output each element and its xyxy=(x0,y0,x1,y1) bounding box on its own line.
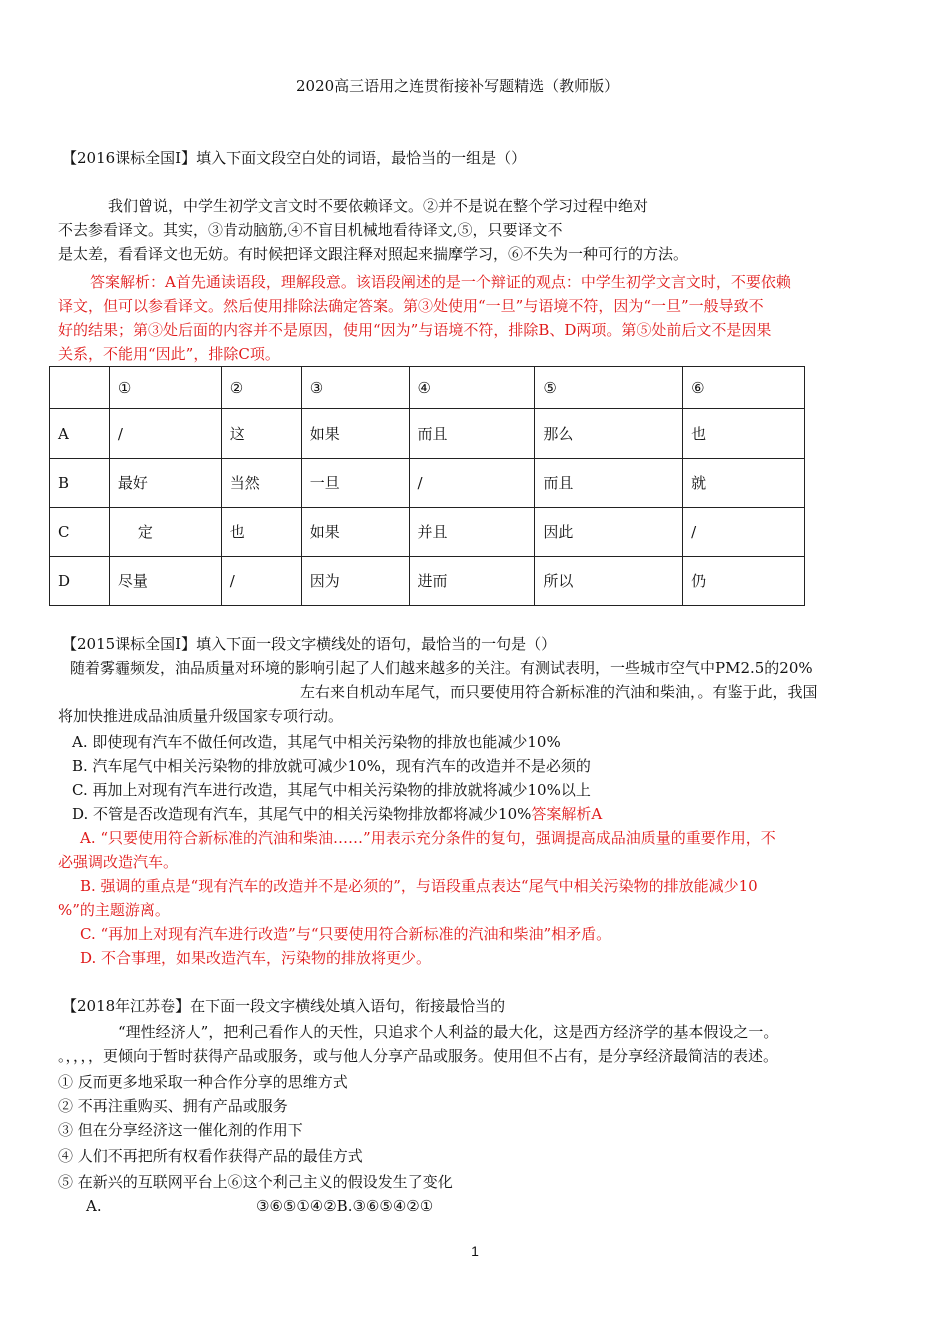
q3-option-sequence: ③⑥⑤①④②B.③⑥⑤④②① xyxy=(256,1197,434,1215)
table-row xyxy=(50,458,805,507)
table-cell: 也 xyxy=(683,409,805,458)
table-cell: ① xyxy=(109,367,221,409)
q2-answer-line: 必强调改造汽车。 xyxy=(58,853,179,871)
q2-option: A. 即使现有汽车不做任何改造，其尾气中相关污染物的排放也能减少10% xyxy=(72,733,561,751)
q1-passage-line: 是太差，看看译文也无妨。有时候把译文跟注释对照起来揣摩学习，⑥不失为一种可行的方法。 xyxy=(58,245,689,263)
q1-passage-line: 不去参看译文。其实，③肯动脑筋,④不盲目机械地看待译文,⑤，只要译文不 xyxy=(58,221,563,239)
q2-passage-line: 将加快推进成品油质量升级国家专项行动。 xyxy=(58,707,344,725)
table-cell: 尽量 xyxy=(109,556,221,605)
table-cell: / xyxy=(109,409,221,458)
q2-option: D. 不管是否改造现有汽车，其尾气中的相关污染物排放都将减少10% xyxy=(72,805,532,823)
table-cell: D xyxy=(50,556,110,605)
table-cell: 定 xyxy=(109,507,221,556)
table-cell: 那么 xyxy=(535,409,683,458)
table-cell: 因此 xyxy=(535,507,683,556)
q3-heading: 【2018年江苏卷】在下面一段文字横线处填入语句，衔接最恰当的 xyxy=(62,997,506,1015)
q1-heading: 【2016课标全国Ⅰ】填入下面文段空白处的词语，最恰当的一组是（） xyxy=(62,149,527,167)
table-cell: 仍 xyxy=(683,556,805,605)
table-cell: ④ xyxy=(409,367,535,409)
q1-passage-line: 我们曾说，中学生初学文言文时不要依赖译文。②并不是说在整个学习过程中绝对 xyxy=(108,197,649,215)
table-cell: ③ xyxy=(301,367,409,409)
table-cell: 也 xyxy=(221,507,301,556)
q2-option: C. 再加上对现有汽车进行改造，其尾气中相关污染物的排放就将减少10%以上 xyxy=(72,781,591,799)
q2-option-with-answer xyxy=(72,804,602,824)
table-row xyxy=(50,507,805,556)
table-cell: 如果 xyxy=(301,409,409,458)
table-cell: ⑥ xyxy=(683,367,805,409)
q1-answer-line: 答案解析：A首先通读语段，理解段意。该语段阐述的是一个辩证的观点：中学生初学文言文时，不要依赖 xyxy=(90,273,791,291)
q2-answer-line: %”的主题游离。 xyxy=(58,901,170,919)
table-cell: 就 xyxy=(683,458,805,507)
table-cell: / xyxy=(409,458,535,507)
table-row xyxy=(50,409,805,458)
table-cell: / xyxy=(683,507,805,556)
q2-heading: 【2015课标全国Ⅰ】填入下面一段文字横线处的语句，最恰当的一句是（） xyxy=(62,635,557,653)
q1-answer-line: 关系，不能用“因此”，排除C项。 xyxy=(58,345,280,363)
page-number: 1 xyxy=(471,1243,479,1259)
table-cell: 并且 xyxy=(409,507,535,556)
q3-option-a-label: A. xyxy=(86,1197,102,1215)
q2-answer-label: 答案解析A xyxy=(531,805,603,823)
q3-item: ① 反而更多地采取一种合作分享的思维方式 xyxy=(58,1073,348,1091)
table-cell: 所以 xyxy=(535,556,683,605)
q3-passage-line: “理性经济人”，把利己看作人的天性，只追求个人利益的最大化，这是西方经济学的基本假设之一。 xyxy=(118,1023,779,1041)
table-cell: 而且 xyxy=(535,458,683,507)
q3-item: ⑤ 在新兴的互联网平台上⑥这个利己主义的假设发生了变化 xyxy=(58,1173,453,1191)
table-cell: 如果 xyxy=(301,507,409,556)
q2-answer-line: C. “再加上对现有汽车进行改造”与“只要使用符合新标准的汽油和柴油”相矛盾。 xyxy=(80,925,612,943)
document-title: 2020高三语用之连贯衔接补写题精选（教师版） xyxy=(296,77,620,95)
q1-answer-line: 好的结果；第③处后面的内容并不是原因，使用“因为”与语境不符，排除B、D两项。第⑤处前后文不是因果 xyxy=(58,321,772,339)
table-cell: 当然 xyxy=(221,458,301,507)
q2-option: B. 汽车尾气中相关污染物的排放就可减少10%，现有汽车的改造并不是必须的 xyxy=(72,757,591,775)
table-cell: 这 xyxy=(221,409,301,458)
q2-answer-line: B. 强调的重点是“现有汽车的改造并不是必须的”，与语段重点表达“尾气中相关污染物的排放能减少10 xyxy=(80,877,758,895)
q3-item: ② 不再注重购买、拥有产品或服务 xyxy=(58,1097,288,1115)
table-cell: 一旦 xyxy=(301,458,409,507)
table-cell: 而且 xyxy=(409,409,535,458)
table-cell: 因为 xyxy=(301,556,409,605)
table-cell: 最好 xyxy=(109,458,221,507)
table-row xyxy=(50,556,805,605)
q1-answer-line: 译文，但可以参看译文。然后使用排除法确定答案。第③处使用“一旦”与语境不符，因为“一旦”一般导致不 xyxy=(58,297,764,315)
table-cell: 进而 xyxy=(409,556,535,605)
table-cell: ② xyxy=(221,367,301,409)
q2-answer-line: A. “只要使用符合新标准的汽油和柴油……”用表示充分条件的复句，强调提高成品油质量的重要作用，不 xyxy=(80,829,776,847)
q3-item: ③ 但在分享经济这一催化剂的作用下 xyxy=(58,1121,303,1139)
table-cell: A xyxy=(50,409,110,458)
table-cell: / xyxy=(221,556,301,605)
options-table xyxy=(49,366,805,606)
q3-item: ④ 人们不再把所有权看作获得产品的最佳方式 xyxy=(58,1147,363,1165)
table-cell: ⑤ xyxy=(535,367,683,409)
table-cell: B xyxy=(50,458,110,507)
table-cell: C xyxy=(50,507,110,556)
q2-passage-line: 左右来自机动车尾气，而只要使用符合新标准的汽油和柴油，。有鉴于此，我国 xyxy=(300,683,818,701)
q2-answer-line: D. 不合事理，如果改造汽车，污染物的排放将更少。 xyxy=(80,949,432,967)
q2-passage-line: 随着雾霾频发，油品质量对环境的影响引起了人们越来越多的关注。有测试表明，一些城市空气中PM2.5的20% xyxy=(70,659,813,677)
table-header-row xyxy=(50,367,805,409)
table-cell xyxy=(50,367,110,409)
q3-passage-line: 。，，，，更倾向于暂时获得产品或服务，或与他人分享产品或服务。使用但不占有，是分享经济最简洁的表述。 xyxy=(58,1047,779,1065)
